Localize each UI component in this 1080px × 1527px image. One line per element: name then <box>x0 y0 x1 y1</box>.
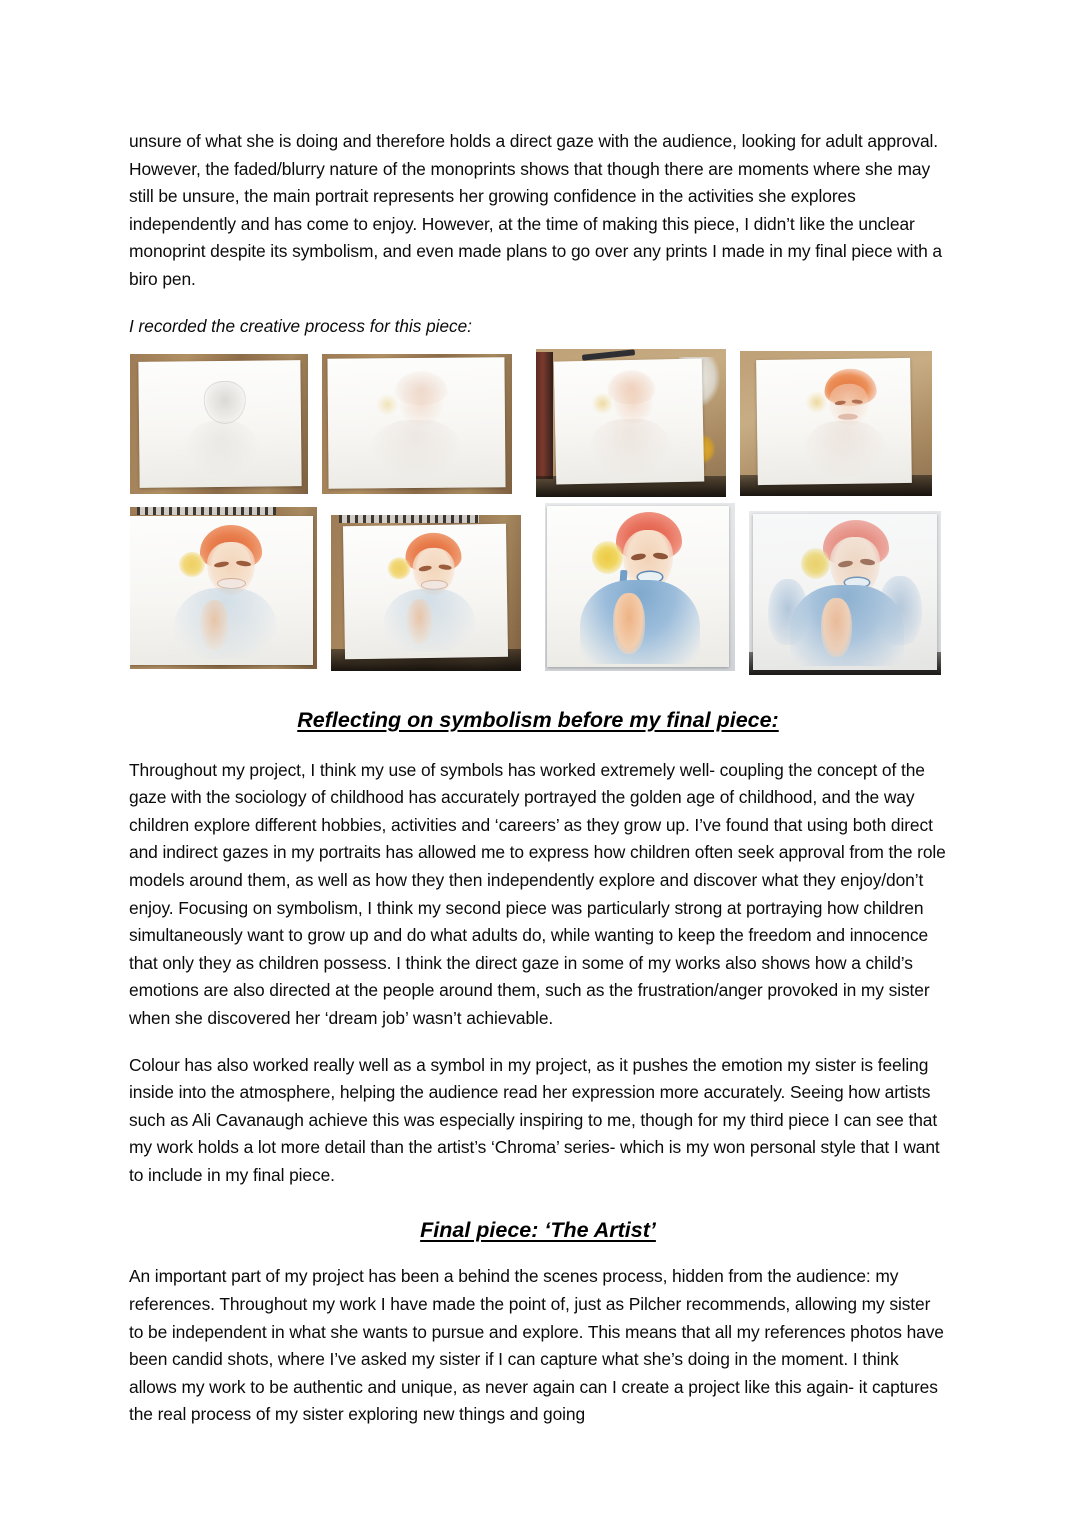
document-content <box>129 128 947 1448</box>
process-photo-7 <box>545 503 735 671</box>
drawing-figure <box>554 359 705 485</box>
process-photo-6 <box>331 515 521 671</box>
figure-flower <box>591 393 614 416</box>
figure-arm <box>613 593 646 654</box>
figure-flower <box>179 552 205 577</box>
figure-flower <box>806 392 828 413</box>
drawing-figure <box>547 506 729 667</box>
sketchbook-spiral <box>137 507 275 515</box>
paper-sheet <box>547 506 729 667</box>
process-photo-2 <box>322 354 512 494</box>
paper-sheet <box>343 524 508 659</box>
heading-reflecting-text: Reflecting on symbolism before my final piece: <box>297 707 779 732</box>
heading-block-reflecting <box>129 705 947 735</box>
drawing-figure <box>130 516 313 665</box>
process-photo-1 <box>130 354 308 494</box>
drawing-figure <box>138 360 301 488</box>
figure-torso <box>588 418 672 476</box>
paragraph-symbolism-2: Colour has also worked really well as a symbol in my project, as it pushes the emotion my sister is feeling inside into the atmosphere, helping the audience read her expression more accurately. Seeing how artists such as Ali Cavanaugh achieve this was especially inspiring to me, though for my third piece I can see that my work holds a lot more detail than the artist’s ‘Chroma’ series- which is my won personal style that I want to include in my final piece. <box>129 1054 940 1185</box>
photo-row-2 <box>129 505 947 675</box>
figure-flower <box>388 558 411 581</box>
sketchbook-spiral <box>339 515 480 523</box>
paper-sheet <box>753 514 937 670</box>
process-photo-8 <box>749 511 941 675</box>
caption-creative-process: I recorded the creative process for this piece: <box>129 315 472 336</box>
heading-block-final-piece <box>129 1215 947 1245</box>
drawing-figure <box>327 357 505 489</box>
photo-haze-overlay <box>753 514 937 670</box>
paper-sheet <box>130 516 313 665</box>
photo-row-1 <box>129 354 947 497</box>
paragraph-intro: unsure of what she is doing and therefore holds a direct gaze with the audience, looking for adult approval. However, the faded/blurry nature of the monoprints shows that though there are moments where she may still be unsure, the main portrait represents her growing confidence in the activities she explores independently and has come to enjoy. However, at the time of making this piece, I didn’t like the unclear monoprint despite its symbolism, and even made plans to go over any prints I made in my final piece with a biro pen. <box>129 131 942 289</box>
figure-torso <box>370 420 462 478</box>
paper-sheet <box>554 359 705 485</box>
figure-mouth <box>218 579 245 588</box>
figure-flower <box>592 541 623 573</box>
paragraph-final-piece-1: An important part of my project has been a behind the scenes process, hidden from the audience: my references. Throughout my work I have made the point of, just as Pilcher recommends, allowing my sister to be independent in what she wants to pursue and explore. This means that all my references photos have been candid shots, where I’ve asked my sister if I can capture what she’s doing in the moment. I think allows my work to be authentic and unique, as never again can I create a project like this again- it captures the real process of my sister exploring new things and going <box>129 1266 944 1425</box>
paragraph-symbolism-1: Throughout my project, I think my use of symbols has worked extremely well- coupling the concept of the gaze with the sociology of childhood has accurately portrayed the golden age of childhood, and the way children explore different hobbies, activities and ‘careers’ as they grow up. I’ve found that using both direct and indirect gazes in my portraits has allowed me to express how children often seek approval from the role models around them, as well as how they then independently explore and discover what they enjoy/don’t enjoy. Focusing on symbolism, I think my second piece was particularly strong at portraying how children simultaneously want to grow up and do what adults do, while wanting to keep the freedom and innocence that only they as children possess. I think the direct gaze in some of my works also shows how a child’s emotions are also directed at the people around them, such as the frustration/anger provoked in my sister when she discovered her ‘dream job’ wasn’t achievable. <box>129 759 946 1028</box>
paper-sheet <box>327 357 505 489</box>
desk-books <box>536 352 553 479</box>
drawing-figure <box>756 358 911 485</box>
figure-flower <box>375 394 398 415</box>
heading-final-piece-text: Final piece: ‘The Artist’ <box>420 1218 656 1243</box>
drawing-figure <box>343 524 508 659</box>
figure-torso <box>184 421 259 477</box>
process-photo-4 <box>740 351 932 496</box>
figure-arm <box>200 600 229 651</box>
heading-final-piece <box>129 1215 947 1245</box>
drawing-figure <box>753 514 937 670</box>
process-photo-grid <box>129 354 947 675</box>
paper-sheet <box>756 358 911 485</box>
paper-sheet <box>138 360 301 488</box>
heading-reflecting-on-symbolism <box>129 705 947 735</box>
process-photo-5 <box>130 507 317 669</box>
figure-face <box>203 380 246 423</box>
figure-torso <box>803 421 887 478</box>
process-photo-3 <box>536 349 726 497</box>
